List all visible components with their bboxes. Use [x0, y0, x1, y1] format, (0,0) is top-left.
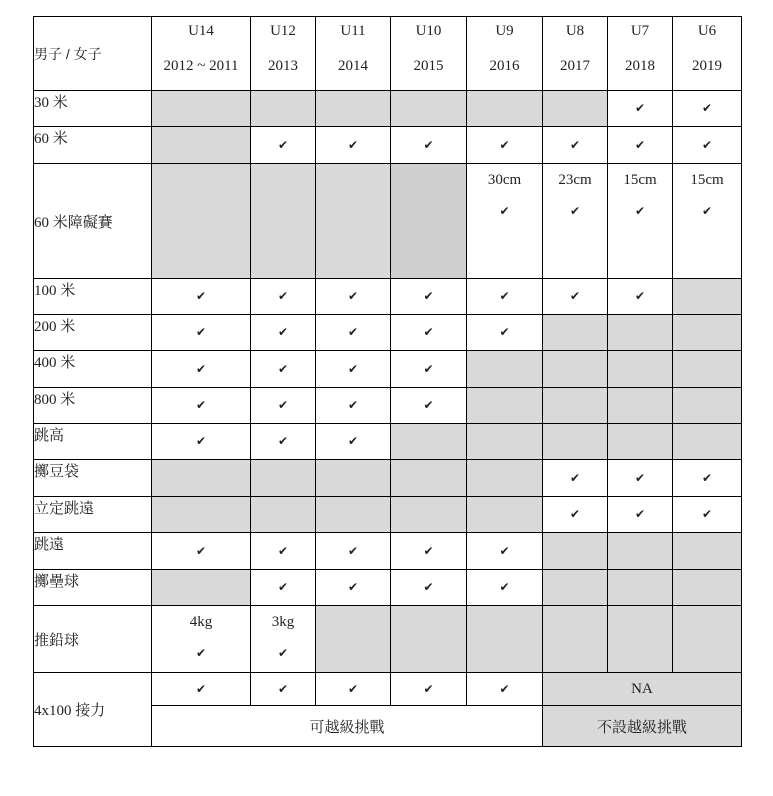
table-row: [34, 424, 742, 460]
cell-unavailable: [251, 91, 316, 127]
check-icon: ✔: [423, 681, 434, 696]
cell-check: [251, 279, 316, 315]
cell-check: [391, 351, 467, 388]
cell-shot-weight: 4kg ✔: [152, 606, 251, 673]
cell-check: [152, 533, 251, 570]
event-label: 4x100 接力: [34, 673, 152, 747]
check-icon: ✔: [499, 204, 510, 218]
check-icon: ✔: [423, 289, 434, 303]
cell-check: [467, 673, 543, 706]
check-icon: ✔: [701, 137, 713, 152]
check-icon: ✔: [277, 398, 289, 412]
header-col-u8: U8 2017: [543, 17, 608, 91]
header-col-u7: U7 2018: [608, 17, 673, 91]
cell-unavailable: [316, 606, 391, 673]
cell-check: [251, 424, 316, 460]
table-row: [34, 127, 742, 164]
check-icon: ✔: [634, 204, 646, 218]
event-label: 擲壘球: [34, 570, 152, 606]
cell-check: [316, 533, 391, 570]
header-col-u9: U9 2016: [467, 17, 543, 91]
event-label: 跳高: [34, 424, 152, 460]
check-icon: ✔: [423, 361, 434, 376]
events-table: [33, 16, 742, 747]
check-icon: ✔: [347, 289, 359, 303]
cell-unavailable: [467, 497, 543, 533]
check-icon: ✔: [277, 325, 289, 339]
check-icon: ✔: [195, 681, 207, 696]
header-corner: 男子 / 女子: [34, 17, 152, 91]
check-icon: ✔: [423, 137, 434, 152]
check-icon: ✔: [701, 204, 713, 218]
event-label: 跳遠: [34, 533, 152, 570]
check-icon: ✔: [499, 289, 510, 303]
event-label: 400 米: [34, 351, 152, 388]
cell-check: [391, 315, 467, 351]
cell-unavailable: [251, 164, 316, 279]
event-label: 推鉛球: [34, 606, 152, 673]
cell-check: [673, 497, 742, 533]
cell-check: [316, 315, 391, 351]
cell-unavailable: [467, 460, 543, 497]
check-icon: ✔: [347, 543, 359, 558]
table-row: [34, 351, 742, 388]
cell-check: [316, 127, 391, 164]
check-icon: ✔: [277, 137, 289, 152]
cell-check: [251, 388, 316, 424]
check-icon: ✔: [499, 137, 510, 152]
cell-unavailable: [543, 424, 608, 460]
cell-check: [467, 279, 543, 315]
check-icon: ✔: [195, 398, 207, 412]
table-row: [34, 533, 742, 570]
cell-check: [391, 127, 467, 164]
cell-check: [391, 279, 467, 315]
cell-unavailable: [673, 533, 742, 570]
header-col-u10: U10 2015: [391, 17, 467, 91]
check-icon: ✔: [634, 137, 646, 152]
cell-unavailable: [467, 424, 543, 460]
cell-check: [543, 460, 608, 497]
cell-unavailable: [543, 351, 608, 388]
cell-check: [316, 279, 391, 315]
check-icon: ✔: [277, 580, 289, 594]
no-challenge-note: 不設越級挑戰: [543, 706, 742, 747]
cell-check: [467, 127, 543, 164]
check-icon: ✔: [195, 646, 207, 660]
check-icon: ✔: [277, 543, 289, 558]
cell-check: [467, 533, 543, 570]
event-label: 擲豆袋: [34, 460, 152, 497]
header-col-u12: U12 2013: [251, 17, 316, 91]
check-icon: ✔: [634, 470, 646, 485]
header-col-u11: U11 2014: [316, 17, 391, 91]
check-icon: ✔: [277, 434, 289, 448]
check-icon: ✔: [569, 204, 581, 218]
check-icon: ✔: [347, 361, 359, 376]
table-row: [34, 91, 742, 127]
cell-check: [608, 460, 673, 497]
cell-check: [673, 127, 742, 164]
cell-check: [316, 351, 391, 388]
check-icon: ✔: [423, 398, 434, 412]
cell-unavailable: [673, 570, 742, 606]
table-row: [34, 497, 742, 533]
cell-unavailable: [316, 91, 391, 127]
cell-check: [251, 533, 316, 570]
table-row: [34, 570, 742, 606]
cell-unavailable: [608, 424, 673, 460]
cell-na: NA: [543, 673, 742, 706]
header-col-u6: U6 2019: [673, 17, 742, 91]
table-row: [34, 164, 742, 279]
cell-unavailable: [467, 91, 543, 127]
header-col-u14: U14 2012 ~ 2011: [152, 17, 251, 91]
table-row: [34, 279, 742, 315]
check-icon: ✔: [277, 361, 289, 376]
check-icon: ✔: [499, 325, 510, 339]
cell-check: [251, 673, 316, 706]
check-icon: ✔: [347, 681, 359, 696]
can-challenge-note: 可越級挑戰: [152, 706, 543, 747]
check-icon: ✔: [701, 507, 713, 521]
check-icon: ✔: [701, 101, 713, 115]
cell-check: [152, 315, 251, 351]
cell-unavailable: [467, 351, 543, 388]
check-icon: ✔: [634, 101, 646, 115]
check-icon: ✔: [195, 289, 207, 303]
cell-check: [608, 497, 673, 533]
check-icon: ✔: [701, 470, 713, 485]
cell-check: [391, 570, 467, 606]
cell-check: [467, 315, 543, 351]
cell-check: [608, 127, 673, 164]
cell-unavailable: [152, 570, 251, 606]
cell-unavailable: [251, 460, 316, 497]
cell-unavailable: [543, 388, 608, 424]
cell-unavailable: [391, 497, 467, 533]
table-row: [34, 388, 742, 424]
table-row: [34, 673, 742, 706]
cell-unavailable: [608, 351, 673, 388]
event-label: 立定跳遠: [34, 497, 152, 533]
cell-check: [316, 673, 391, 706]
cell-unavailable: [152, 164, 251, 279]
header-row: [34, 17, 742, 91]
cell-check: [152, 424, 251, 460]
table-row: [34, 606, 742, 673]
cell-unavailable: [673, 606, 742, 673]
cell-unavailable: [391, 424, 467, 460]
cell-check: [316, 424, 391, 460]
table-row: [34, 460, 742, 497]
event-label: 800 米: [34, 388, 152, 424]
check-icon: ✔: [347, 137, 359, 152]
cell-unavailable: [608, 388, 673, 424]
cell-unavailable: [467, 606, 543, 673]
cell-unavailable: [152, 497, 251, 533]
cell-hurdle-height: 15cm ✔: [608, 164, 673, 279]
cell-unavailable: [316, 497, 391, 533]
cell-unavailable: [608, 315, 673, 351]
check-icon: ✔: [569, 137, 581, 152]
cell-check: [673, 460, 742, 497]
cell-unavailable: [316, 460, 391, 497]
cell-check: [543, 497, 608, 533]
cell-unavailable: [467, 388, 543, 424]
check-icon: ✔: [499, 543, 510, 558]
check-icon: ✔: [347, 434, 359, 448]
check-icon: ✔: [277, 681, 289, 696]
cell-check: [251, 351, 316, 388]
event-label: 60 米: [34, 127, 152, 164]
cell-check: [543, 279, 608, 315]
cell-unavailable: [673, 315, 742, 351]
check-icon: ✔: [195, 543, 207, 558]
cell-unavailable: [391, 91, 467, 127]
check-icon: ✔: [195, 325, 207, 339]
cell-check: [391, 673, 467, 706]
table-row: [34, 315, 742, 351]
cell-check: [391, 388, 467, 424]
cell-unavailable: [543, 533, 608, 570]
cell-check: [316, 388, 391, 424]
check-icon: ✔: [347, 580, 359, 594]
event-label: 200 米: [34, 315, 152, 351]
cell-check: [152, 388, 251, 424]
check-icon: ✔: [569, 470, 581, 485]
check-icon: ✔: [347, 398, 359, 412]
check-icon: ✔: [277, 289, 289, 303]
check-icon: ✔: [423, 325, 434, 339]
check-icon: ✔: [347, 325, 359, 339]
check-icon: ✔: [569, 289, 581, 303]
cell-unavailable: [673, 279, 742, 315]
cell-check: [251, 127, 316, 164]
cell-unavailable: [608, 606, 673, 673]
cell-check: [391, 533, 467, 570]
cell-check: [152, 673, 251, 706]
cell-check: [543, 127, 608, 164]
cell-unavailable: [608, 533, 673, 570]
check-icon: ✔: [499, 681, 510, 696]
cell-check: [316, 570, 391, 606]
cell-check: [251, 315, 316, 351]
cell-unavailable: [673, 351, 742, 388]
cell-hurdle-height: 15cm ✔: [673, 164, 742, 279]
cell-unavailable: [316, 164, 391, 279]
cell-unavailable: [608, 570, 673, 606]
cell-unavailable: [251, 497, 316, 533]
cell-check: [608, 91, 673, 127]
cell-check: [251, 570, 316, 606]
cell-unavailable: [391, 164, 467, 279]
event-label: 60 米障礙賽: [34, 164, 152, 279]
cell-unavailable: [152, 127, 251, 164]
check-icon: ✔: [423, 543, 434, 558]
check-icon: ✔: [499, 580, 510, 594]
cell-unavailable: [152, 91, 251, 127]
cell-shot-weight: 3kg ✔: [251, 606, 316, 673]
check-icon: ✔: [634, 507, 646, 521]
cell-check: [152, 279, 251, 315]
cell-check: [673, 91, 742, 127]
cell-unavailable: [673, 424, 742, 460]
cell-unavailable: [543, 606, 608, 673]
check-icon: ✔: [634, 289, 646, 303]
cell-unavailable: [543, 91, 608, 127]
event-label: 100 米: [34, 279, 152, 315]
cell-check: [608, 279, 673, 315]
check-icon: ✔: [277, 646, 289, 660]
check-icon: ✔: [569, 507, 581, 521]
cell-unavailable: [152, 460, 251, 497]
cell-check: [467, 570, 543, 606]
check-icon: ✔: [195, 434, 207, 448]
cell-unavailable: [673, 388, 742, 424]
cell-unavailable: [543, 570, 608, 606]
cell-unavailable: [391, 460, 467, 497]
cell-hurdle-height: 30cm ✔: [467, 164, 543, 279]
cell-unavailable: [391, 606, 467, 673]
cell-check: [152, 351, 251, 388]
check-icon: ✔: [195, 361, 207, 376]
event-label: 30 米: [34, 91, 152, 127]
cell-hurdle-height: 23cm ✔: [543, 164, 608, 279]
cell-unavailable: [543, 315, 608, 351]
check-icon: ✔: [423, 580, 434, 594]
